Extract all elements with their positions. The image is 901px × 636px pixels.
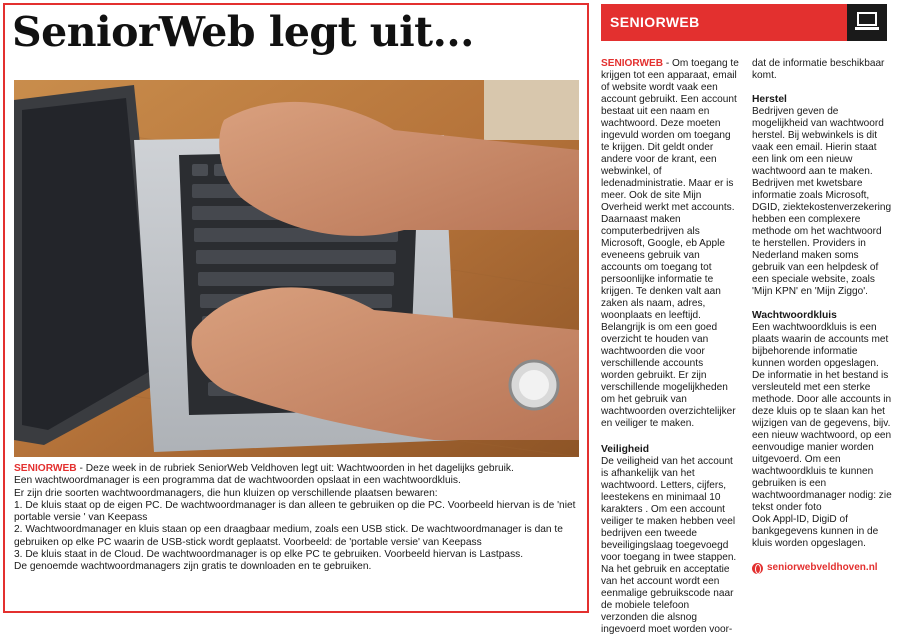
intro-line: 2. Wachtwoordmanager en kluis staan op een draagbaar medium, zoals een USB stick. De wachtwoordmanager is dan te gebruiken op elke PC waarin de USB-stick wordt geplaatst. Voorbeeld: de 'portable versie' van Keepass bbox=[14, 524, 563, 548]
website-url[interactable]: seniorwebveldhoven.nl bbox=[767, 562, 878, 573]
column-2 bbox=[752, 58, 892, 574]
website-link[interactable] bbox=[752, 562, 892, 574]
headline: SeniorWeb legt uit... bbox=[12, 8, 474, 56]
globe-icon bbox=[752, 563, 763, 574]
col2-continuation: dat de informatie beschikbaar komt. bbox=[752, 58, 885, 81]
laptop-typing-photo bbox=[14, 80, 579, 457]
heading-veiligheid: Veiligheid bbox=[601, 444, 650, 455]
intro-line: 1. De kluis staat op de eigen PC. De wachtwoordmanager is dan alleen te gebruiken op die PC. Voorbeeld hiervan is de 'niet portable versie ' van Keepass bbox=[14, 499, 576, 524]
column-header-title: SENIORWEB bbox=[610, 14, 700, 30]
column-1 bbox=[601, 58, 739, 636]
col2-body: Ook Appl-ID, DigiD of bankgegevens kunnen in de kluis worden opgeslagen. bbox=[752, 514, 879, 549]
col1-body: De veiligheid van het account is afhankelijk van het wachtwoord. Letters, cijfers, leestekens en minimaal 10 karakters . Om een account veiliger te maken hebben veel bedrijven een tweede beveiligingslaag toegevoegd voor toegang in twee stappen. Na het gebruik en acceptatie van het account wordt een eenmalige gebruikscode naar de mobiele telefoon verzonden die alsnog ingevoerd moet worden voor- bbox=[601, 456, 737, 635]
col2-body: Bedrijven met kwetsbare informatie zoals Microsoft, DGID, ziektekostenverzekering hebben een complexere methode om het wachtwoord te herstellen. Providers in Nederland maken soms gebruik van een helpdesk of een speciale website, zoals 'Mijn KPN' en 'Mijn Ziggo'. bbox=[752, 178, 892, 297]
col2-body: Een wachtwoordkluis is een plaats waarin de accounts met bijbehorende informatie kunnen worden opgeslagen. De informatie in het bestand is versleuteld met een sterke methode. Door alle accounts in deze kluis op te slaan kan het wijzigen van de gegevens, bijv. een nieuw wachtwoord, op een eenvoudige manier worden uitgevoerd. Om een wachtwoordkluis te kunnen gebruiken is een wachtwoordmanager nodig: zie tekst onder foto bbox=[752, 322, 892, 513]
heading-wachtwoordkluis: Wachtwoordkluis bbox=[752, 310, 837, 321]
col1-lead: - Om toegang te krijgen tot een apparaat, email of website wordt vaak een account gebruikt. Een account bestaat uit een naam en wachtwoord. Deze moeten ingevuld worden om toegang te krijgen. Dit geldt onder andere voor de krant, een webwinkel, of ledenadministratie. Maar er is meer. Ook de site Mijn Overheid werkt met accounts. Daarnaast maken computerbedrijven als Microsoft, Google, eb Apple eveneens gebruik van accounts om toegang tot persoonlijke informatie te krijgen. Te denken valt aan zaken als naam, adres, woonplaats en leeftijd. Belangrijk is om een goed overzicht te houden van wachtwoorden die voor verschillende accounts worden gebruikt. Er zijn verschillende mogelijkheden om het gebruik van wachtwoorden overzichtelijker en veiliger te maken. bbox=[601, 58, 739, 429]
col2-body: Bedrijven geven de mogelijkheid van wachtwoord herstel. Bij webwinkels is dit vaak een email. Hierin staat een link om een nieuw wachtwoord aan te maken. bbox=[752, 106, 884, 177]
brand-label: SENIORWEB bbox=[14, 463, 77, 474]
intro-lead: - Deze week in de rubriek SeniorWeb Veldhoven legt uit: Wachtwoorden in het dagelijks gebruik. bbox=[76, 463, 514, 474]
intro-line: Er zijn drie soorten wachtwoordmanagers, die hun kluizen op verschillende plaatsen bewaren: bbox=[14, 487, 438, 499]
intro-text bbox=[14, 463, 580, 574]
laptop-icon bbox=[847, 4, 887, 41]
intro-line: 3. De kluis staat in de Cloud. De wachtwoordmanager is op elke PC te gebruiken. Voorbeeld hiervan is Lastpass. bbox=[14, 549, 524, 561]
intro-line: De genoemde wachtwoordmanagers zijn gratis te downloaden en te gebruiken. bbox=[14, 561, 372, 573]
intro-line: Een wachtwoordmanager is een programma dat de wachtwoorden opslaat in een wachtwoordkluis. bbox=[14, 475, 461, 487]
heading-herstel: Herstel bbox=[752, 94, 787, 105]
column-header-bar bbox=[601, 4, 887, 41]
brand-label: SENIORWEB bbox=[601, 58, 664, 69]
